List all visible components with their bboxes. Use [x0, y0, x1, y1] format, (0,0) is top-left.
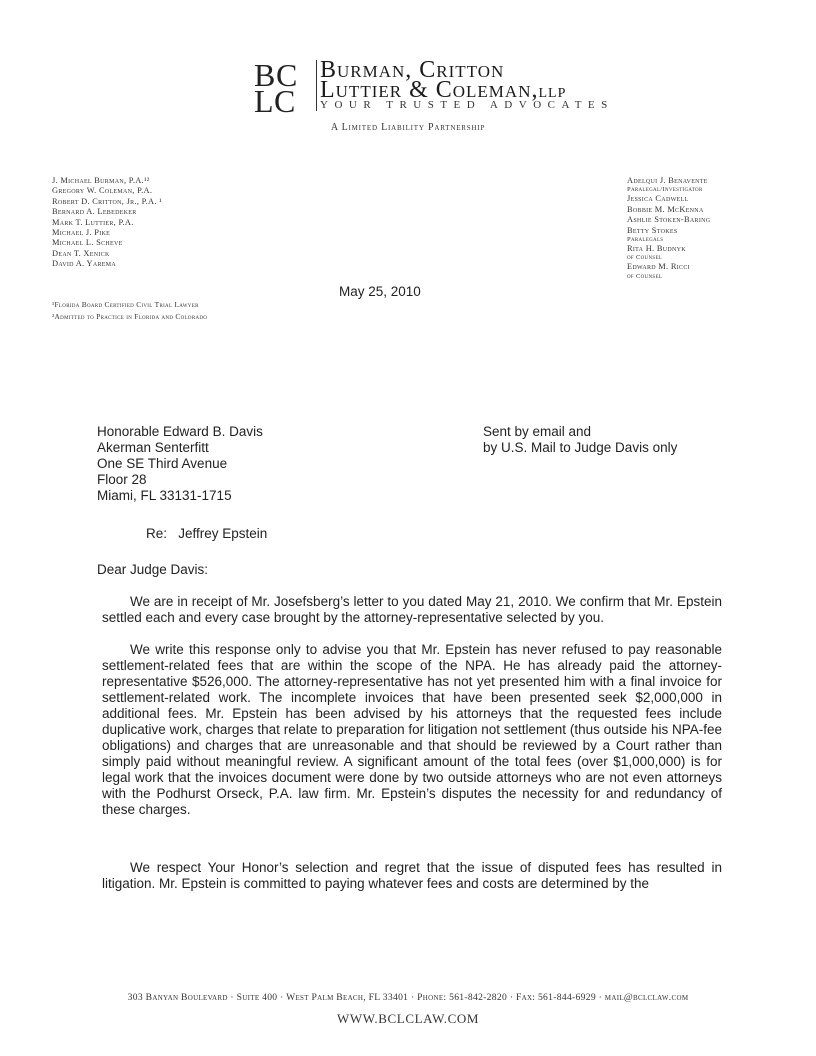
attorney-name: Bernard A. Lebedeker [52, 207, 137, 217]
staff-name: Rita H. Budnyk [627, 244, 686, 254]
staff-role: Paralegals [627, 236, 664, 244]
staff-role: Paralegal/Investigator [627, 186, 703, 194]
addressee-block [97, 424, 263, 504]
firm-name-line-1: Burman, Critton [320, 57, 505, 83]
attorney-name: Dean T. Xenick [52, 248, 110, 258]
staff-role: of Counsel [627, 272, 663, 280]
partnership-line: A Limited Liability Partnership [330, 122, 486, 133]
attorney-name: Robert D. Critton, Jr., P.A. ¹ [52, 196, 162, 206]
footnote-admitted: ²Admitted to Practice in Florida and Colorado [52, 312, 208, 321]
body-paragraph-3 [102, 860, 722, 892]
staff-name: Edward M. Ricci [627, 262, 690, 272]
addressee-line: Miami, FL 33131-1715 [97, 488, 232, 503]
footer-website[interactable]: WWW.BCLCLAW.COM [336, 1011, 480, 1026]
staff-role: of Counsel [627, 254, 663, 262]
svg-text:B: B [254, 58, 276, 93]
staff-name: Jessica Cadwell [627, 194, 689, 204]
paragraph-text: We are in receipt of Mr. Josefsberg’s letter to you dated May 21, 2010. We confirm that Mr. Epstein settled each and every case brought by the attorney-representative selected by you. [102, 594, 722, 625]
footer-address: 303 Banyan Boulevard · Suite 400 · West Palm Beach, FL 33401 · Phone: 561-842-2820 · Fax: 561-844-6929 · mail@bclclaw.com [127, 992, 689, 1003]
attorney-name: J. Michael Burman, P.A.¹² [52, 176, 150, 185]
svg-text:C: C [276, 58, 298, 93]
delivery-line: by U.S. Mail to Judge Davis only [483, 440, 678, 455]
footnote-certified: ¹Florida Board Certified Civil Trial Lawyer [52, 300, 199, 309]
staff-name: Bobbie M. McKenna [627, 204, 704, 214]
paragraph-text: We write this response only to advise you that Mr. Epstein has never refused to pay reasonable settlement-related fees that are within the scope of the NPA. He has already paid the attorney-representative $526,000. The attorney-representative has not yet presented him with a final invoice for settlement-related work. The incomplete invoices that have been presented seek $2,000,000 in additional fees. Mr. Epstein has been advised by his attorneys that the requested fees include duplicative work, charges that relate to preparation for litigation not settlement (thus outside his NPA-fee obligations) and charges that are unreasonable and that should be reviewed by a Court rather than simply paid without meaningful review. A significant amount of the total fees (over $1,000,000) is for legal work that the invoices document were done by two outside attorneys who are not even attorneys with the Podhurst Orseck, P.A. law firm. Mr. Epstein’s disputes the necessity for and redundancy of these charges. [102, 642, 722, 817]
svg-text:C: C [274, 83, 296, 114]
staff-name: Ashlie Stoken-Baring [627, 215, 711, 225]
delivery-note [483, 424, 677, 456]
attorney-name: Michael L. Scheve [52, 238, 123, 248]
attorney-name: Michael J. Pike [52, 228, 111, 238]
logo-divider [316, 60, 317, 111]
salutation: Dear Judge Davis: [97, 562, 209, 577]
attorney-name: David A. Yarema [52, 259, 117, 269]
firm-suffix: LLP [538, 86, 567, 101]
addressee-line: Honorable Edward B. Davis [97, 424, 263, 439]
attorney-name: Gregory W. Coleman, P.A. [52, 186, 153, 196]
firm-logo [252, 58, 314, 114]
paragraph-text: We respect Your Honor’s selection and regret that the issue of disputed fees has resulted in litigation. Mr. Epstein is committed to paying whatever fees and costs are determined by the [102, 860, 722, 891]
subject-line: Re: Jeffrey Epstein [146, 526, 268, 541]
svg-text:L: L [254, 83, 274, 114]
staff-name: Adelqui J. Benavente [627, 176, 708, 185]
letter-date: May 25, 2010 [339, 284, 421, 299]
attorney-roster [52, 176, 162, 270]
delivery-line: Sent by email and [483, 424, 592, 439]
staff-name: Betty Stokes [627, 225, 678, 235]
firm-name-line-2-text: Luttier & Coleman, [320, 77, 539, 103]
addressee-line: Akerman Senterfitt [97, 440, 209, 455]
attorney-name: Mark T. Luttier, P.A. [52, 217, 134, 227]
firm-tagline: YOUR TRUSTED ADVOCATES [320, 99, 614, 111]
addressee-line: Floor 28 [97, 472, 147, 487]
addressee-line: One SE Third Avenue [97, 456, 228, 471]
staff-roster [627, 176, 710, 281]
body-paragraph-2 [102, 642, 722, 818]
body-paragraph-1 [102, 594, 722, 626]
